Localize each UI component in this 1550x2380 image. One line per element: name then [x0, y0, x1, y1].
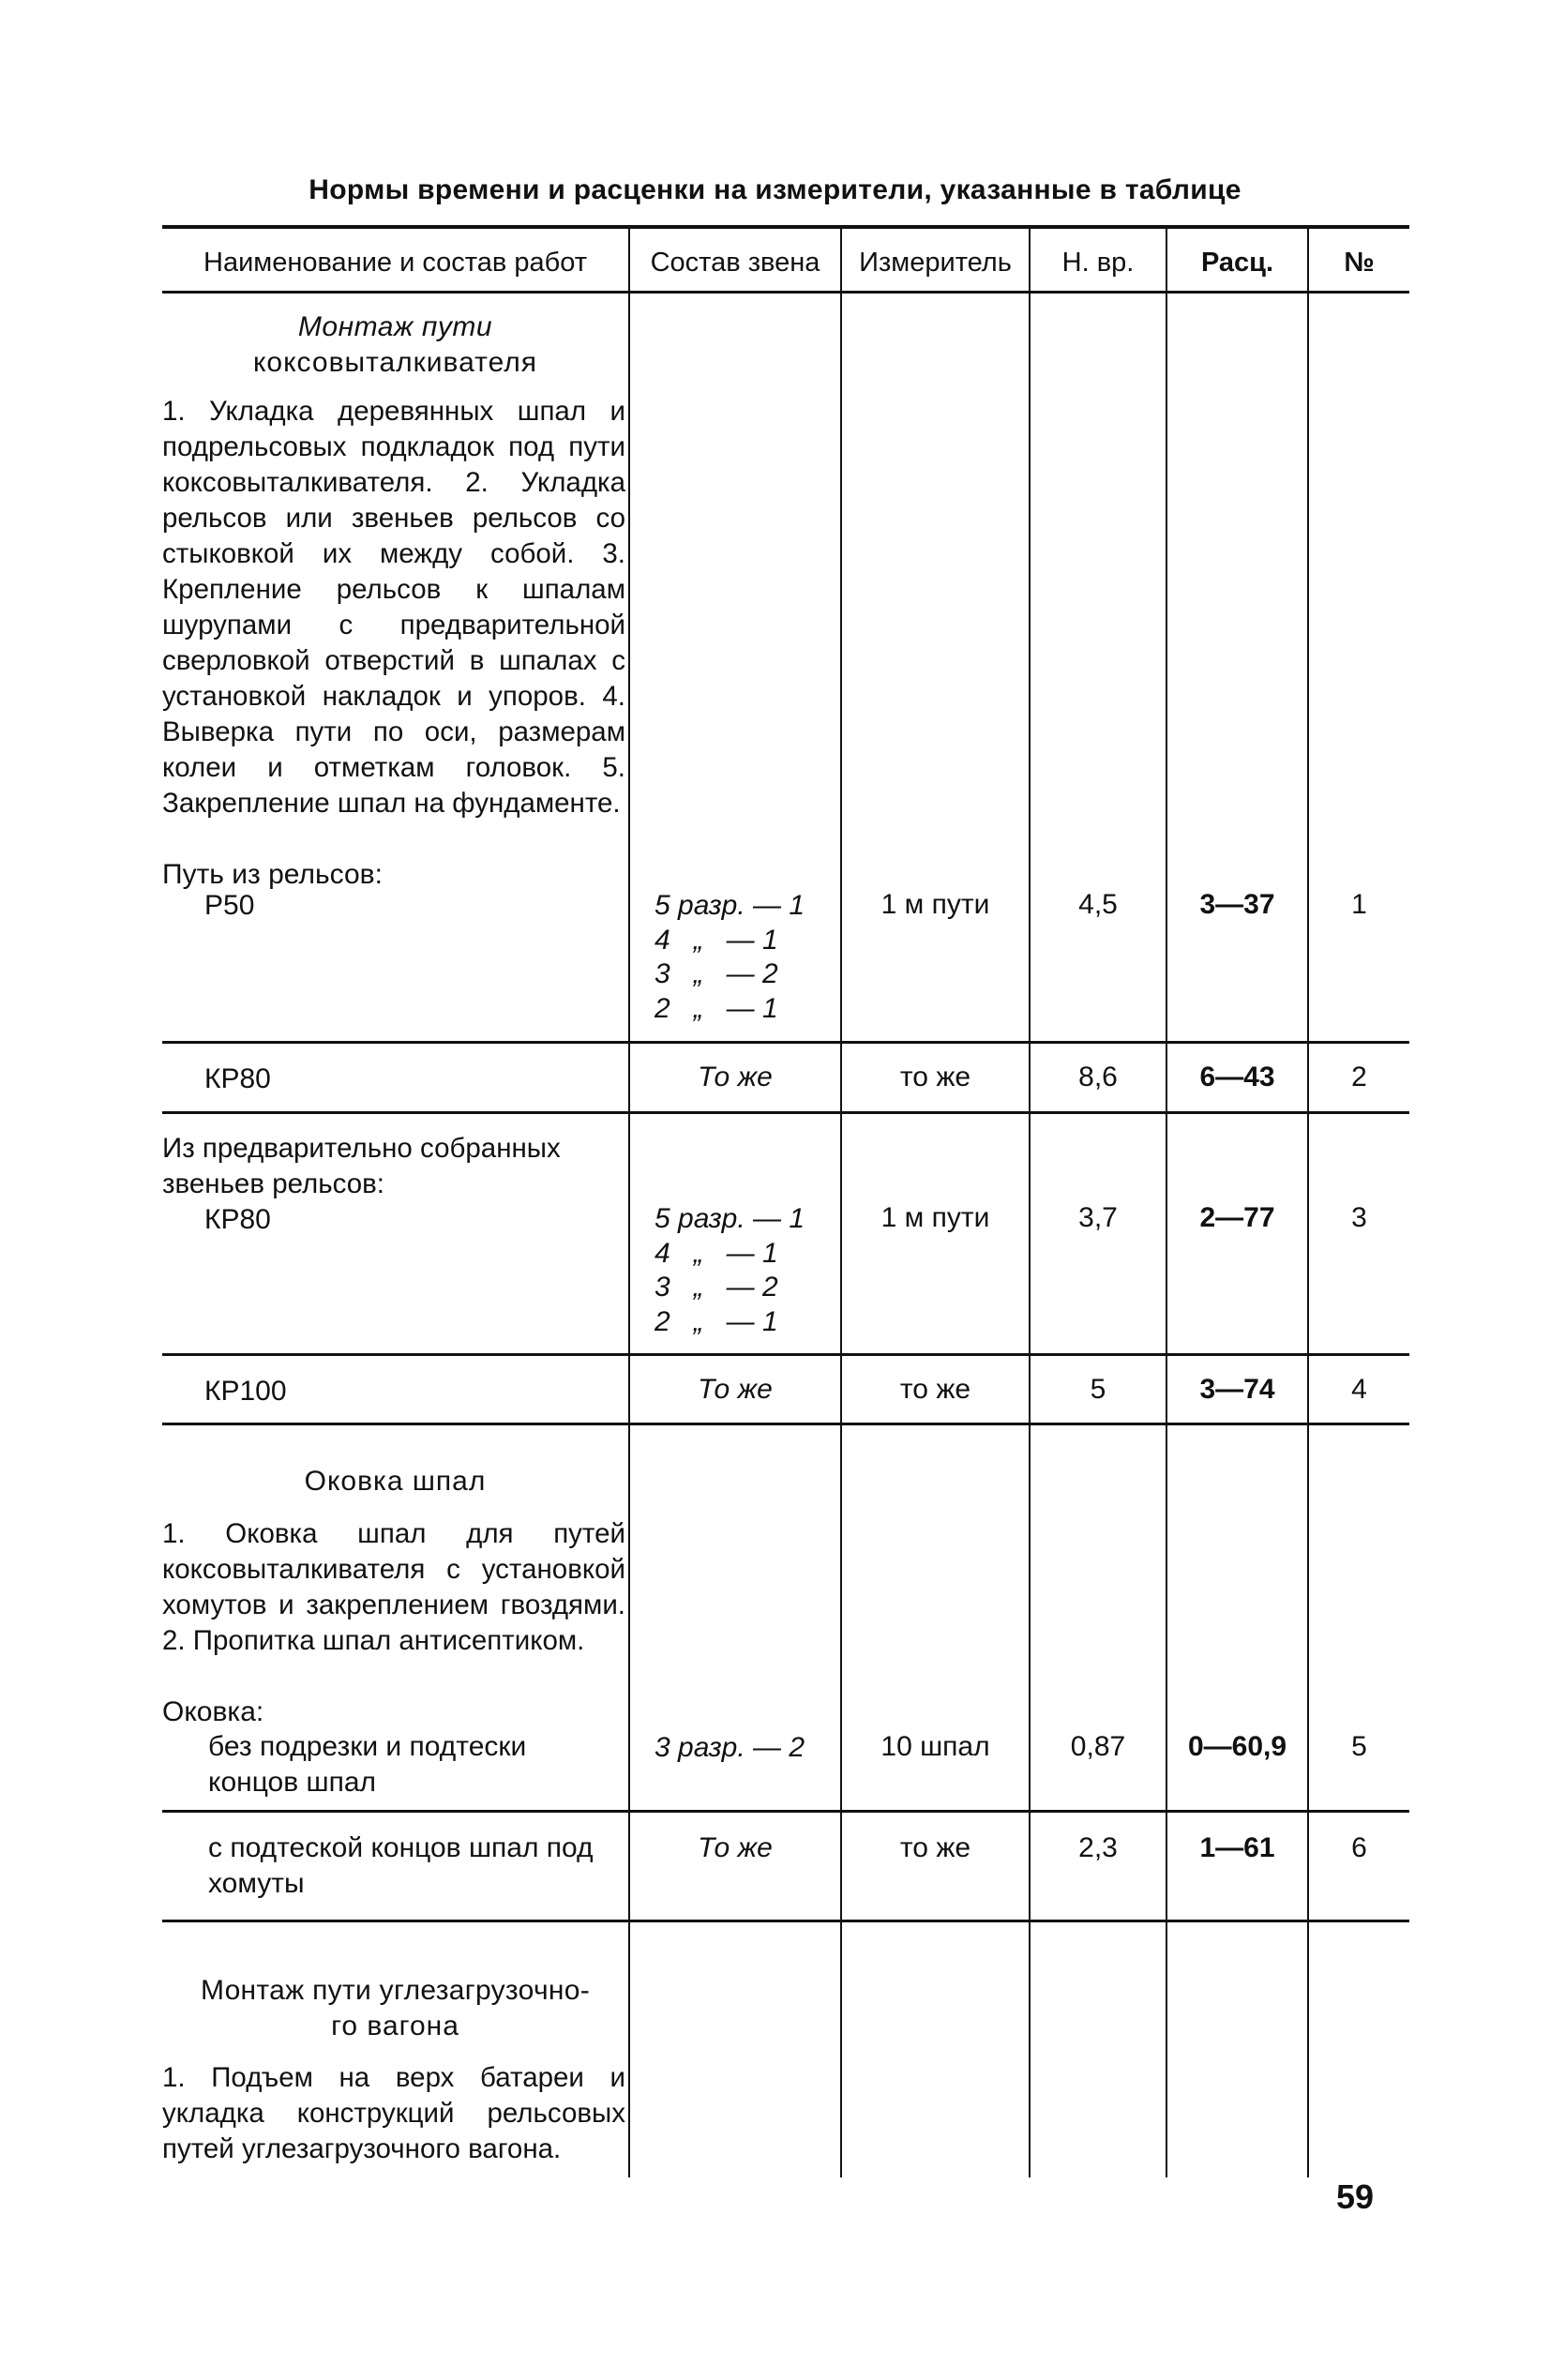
- row3-num: 3: [1351, 1202, 1367, 1233]
- row2-rate: 6—43: [1199, 1062, 1275, 1092]
- row1-crew: [655, 889, 805, 1026]
- row1-crew-line3: 3 „ — 2: [655, 958, 778, 989]
- row2-num: 2: [1351, 1062, 1367, 1092]
- section3-title: Оковка шпал: [304, 1466, 487, 1497]
- section1-path-label: Путь из рельсов:: [162, 859, 383, 890]
- header-num: №: [1344, 248, 1375, 278]
- row1-rate: 3—37: [1199, 889, 1275, 920]
- row5-rate: 0—60,9: [1187, 1731, 1287, 1762]
- row3-name: КР80: [204, 1204, 271, 1235]
- row5-num: 5: [1351, 1731, 1367, 1762]
- row1-crew-line2: 4 „ — 1: [655, 924, 778, 956]
- row6-norm: 2,3: [1078, 1832, 1118, 1863]
- row4-name: КР100: [204, 1376, 287, 1407]
- header-crew: Состав звена: [650, 248, 820, 278]
- row1-unit: 1 м пути: [880, 889, 990, 920]
- row6-unit: то же: [899, 1832, 971, 1863]
- section1-title-line1: Монтаж пути: [297, 311, 493, 342]
- row1-name: Р50: [204, 890, 255, 921]
- row3-crew-line2: 4 „ — 1: [655, 1237, 778, 1269]
- table-title: Нормы времени и расценки на измерители, указанные в таблице: [308, 174, 1242, 205]
- row3-crew-line3: 3 „ — 2: [655, 1272, 778, 1303]
- section4-description: 1. Подъем на верх батареи и укладка конструкций рельсовых путей углезагрузочного вагона.: [162, 2062, 625, 2164]
- rule-row1: [162, 1041, 1409, 1044]
- row5-unit: 10 шпал: [880, 1731, 990, 1762]
- row4-rate: 3—74: [1199, 1374, 1275, 1405]
- page-number: 59: [1336, 2177, 1375, 2216]
- row2-name: КР80: [204, 1063, 271, 1094]
- row4-crew: То же: [698, 1374, 773, 1405]
- header-rate: Расц.: [1200, 248, 1274, 278]
- section1-description: 1. Укладка деревянных шпал и подрельсовых подкладок под пути коксовыталкивателя. 2. Укладка рельсов или звеньев рельсов со стыковкой их между собой. 3. Крепление рельсов к шпалам шурупами с предварительной сверловкой отверстий в шпалах с установкой накладок и упоров. 4. Выверка пути по оси, размерам колеи и отметкам головок. 5. Закрепление шпал на фундаменте.: [162, 396, 625, 819]
- section1-title-line2: коксовыталкивателя: [252, 347, 538, 378]
- col-rule-1: [628, 229, 630, 2177]
- row2-unit: то же: [899, 1062, 971, 1092]
- row3-rate: 2—77: [1199, 1202, 1275, 1233]
- row1-crew-line4: 2 „ — 1: [655, 992, 778, 1024]
- row4-num: 4: [1351, 1374, 1367, 1405]
- row1-num: 1: [1351, 889, 1367, 920]
- row6-crew: То же: [698, 1832, 773, 1863]
- row2-norm: 8,6: [1078, 1062, 1118, 1092]
- section4-title-line2: го вагона: [331, 2011, 459, 2041]
- row5-norm: 0,87: [1070, 1731, 1126, 1762]
- section3-description: 1. Оковка шпал для путей коксовыталкивателя с установкой хомутов и закреплением гвоздями. 2. Пропитка шпал антисептиком.: [162, 1518, 625, 1656]
- row3-crew-line1: 5 разр. — 1: [655, 1203, 805, 1234]
- row3-unit: 1 м пути: [880, 1202, 990, 1233]
- header-norm: Н. вр.: [1061, 248, 1135, 278]
- rule-row5: [162, 1810, 1409, 1813]
- section3-label: Оковка:: [162, 1696, 264, 1727]
- row1-norm: 4,5: [1078, 889, 1118, 920]
- section4-title-line1: Монтаж пути углезагрузочно-: [200, 1975, 591, 2006]
- row5-name: без подрезки и подтески концов шпал: [208, 1731, 527, 1798]
- rule-row6: [162, 1920, 1409, 1922]
- row3-norm: 3,7: [1078, 1202, 1118, 1233]
- row6-num: 6: [1351, 1832, 1367, 1863]
- rule-row4: [162, 1423, 1409, 1425]
- rule-header-bottom: [162, 291, 1409, 294]
- rule-top: [162, 225, 1409, 229]
- rule-row3: [162, 1353, 1409, 1356]
- header-unit: Измеритель: [859, 248, 1012, 278]
- row4-unit: то же: [899, 1374, 971, 1405]
- row2-crew: То же: [698, 1062, 773, 1092]
- row4-norm: 5: [1090, 1374, 1106, 1405]
- rule-row2: [162, 1111, 1409, 1114]
- row5-crew: [655, 1731, 805, 1766]
- row3-crew-line4: 2 „ — 1: [655, 1305, 778, 1337]
- header-work: Наименование и состав работ: [203, 248, 587, 278]
- row1-crew-line1: 5 разр. — 1: [655, 890, 805, 921]
- row6-rate: 1—61: [1199, 1832, 1275, 1863]
- row6-name: с подтеской концов шпал под хомуты: [208, 1832, 594, 1899]
- row5-crew-line1: 3 разр. — 2: [655, 1732, 805, 1763]
- row3-crew: [655, 1202, 805, 1339]
- section2-intro: Из предварительно собранных звеньев рельсов:: [162, 1133, 561, 1199]
